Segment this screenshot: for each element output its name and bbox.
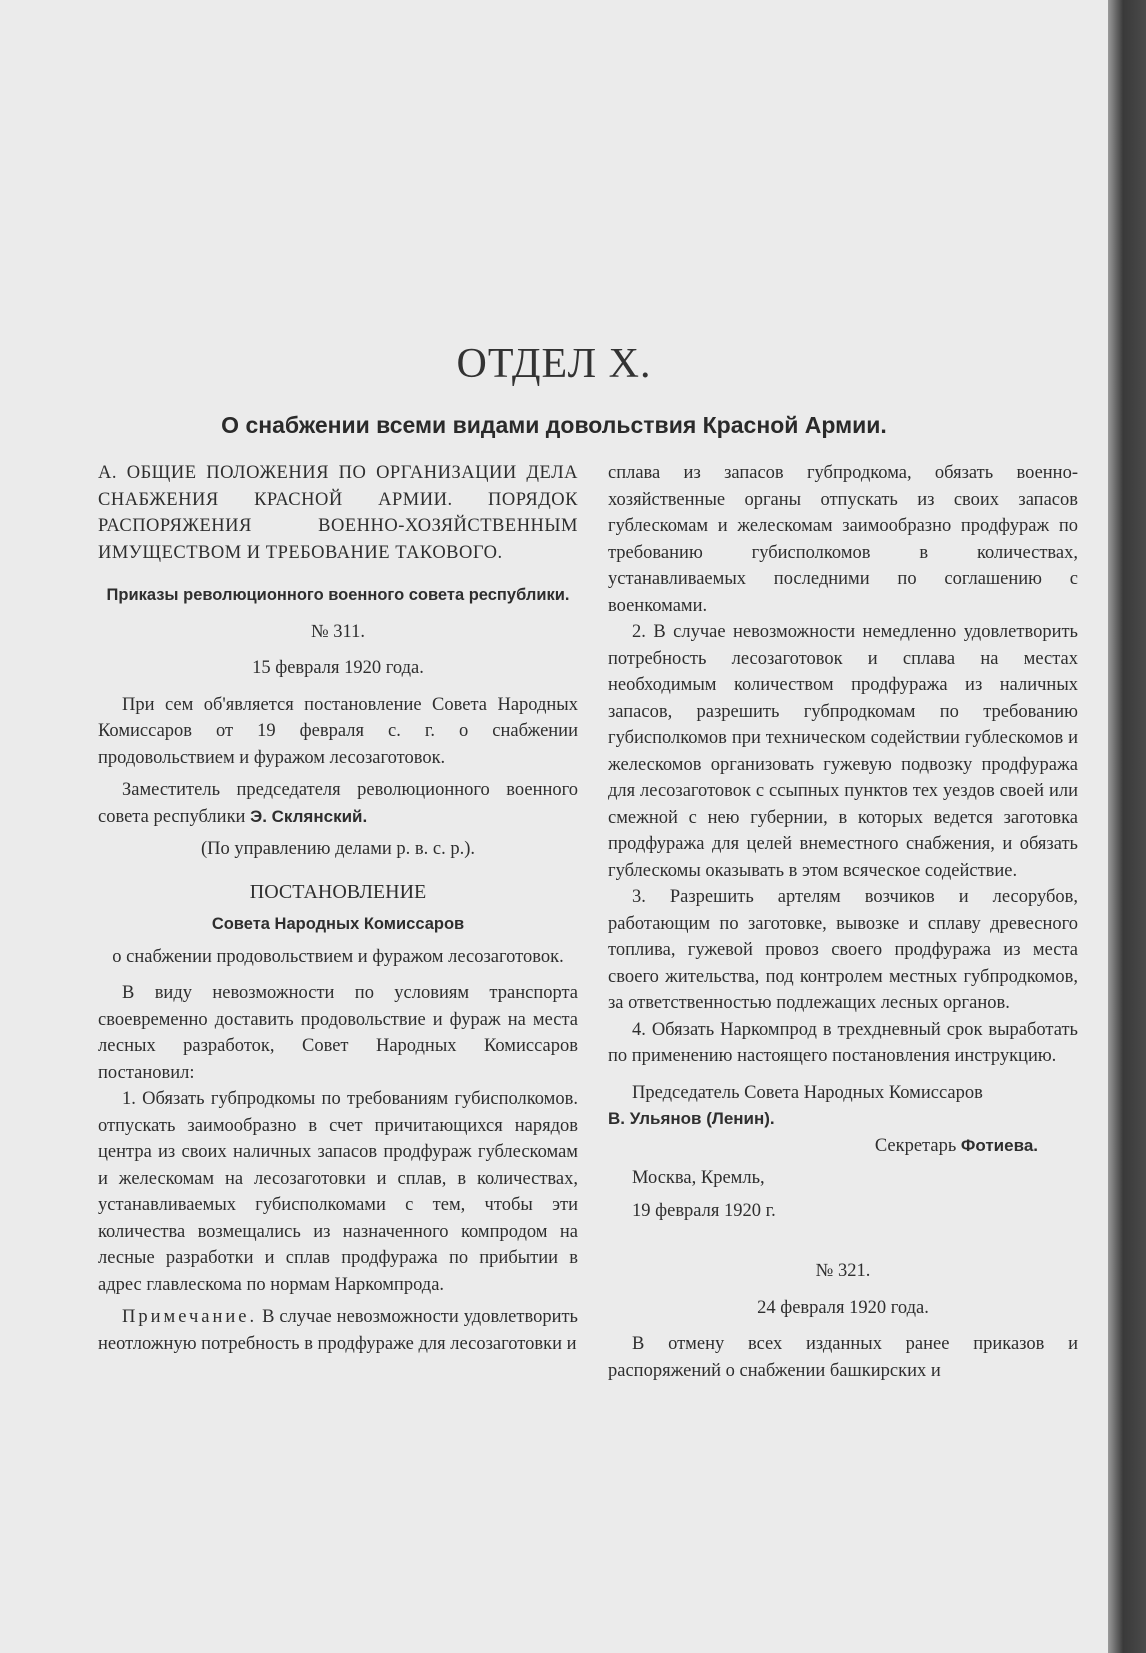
order-number: № 311.: [311, 621, 365, 642]
admin-note: (По управлению делами р. в. с. р.).: [200, 839, 476, 859]
order-text: При сем об'является постановление Совета Народных Комиссаров от 19 февраля с. г. о снабжении продовольствием и фуражом лесозаготовок.: [98, 694, 578, 768]
chairman-name-line: [608, 1106, 1078, 1133]
order2-text: В отмену всех изданных ранее приказов и распоряжений о снабжении башкирских и: [608, 1334, 1078, 1381]
item-4: 4. Обязать Наркомпрод в трехдневный срок выработать по применению настоящего постановления инструкцию.: [608, 1019, 1078, 1066]
preamble: В виду невозможности по условиям транспорта своевременно доставить продовольствие и фураж на места лесных разработок, Совет Народных Комиссаров постановил:: [98, 983, 578, 1083]
item-1: 1. Обязать губпродкомы по требованиям губисполкомов. отпускать заимообразно в счет причитающихся нарядов центра из своих наличных запасов продфураж гублескомам и желескомам на лесозаготовки и сплав, в количествах, устанавливаемых губисполкомами с тем, чтобы эти количества возмещались из назначенного компродом на лесные разработки и сплав продфуража по прибытии в адрес главлескома по нормам Наркомпрода.: [98, 1089, 578, 1295]
secretary-title: Секретарь: [874, 1135, 957, 1156]
left-column: [98, 460, 578, 1357]
order2-date: 24 февраля 1920 года.: [757, 1297, 929, 1318]
orders-heading: Приказы революционного военного совета республики.: [106, 586, 570, 604]
section-heading: ОТДЕЛ X.: [456, 341, 652, 387]
item-3: 3. Разрешить артелям возчиков и лесорубов, работающим по заготовке, вывозке и сплаву древесного топлива, гужевой провоз своего продфуража из места своего жительства, под контролем местных губпродкомов, за ответственностью подлежащих лесных органов.: [608, 887, 1078, 1013]
item-2: 2. В случае невозможности немедленно удовлетворить потребность лесозаготовок и сплава на местах необходимым количеством продфуража из наличных запасов, разрешить губпродкомам по требованию губисполкомов при техническом содействии гублескомов и желескомов организовать гужевую подвозку продфуража для лесозаготовок с ссыпных пунктов тех уездов своей или смежной с нею губернии, в которых ведется заготовка продфуража для целей внеместного снабжения, и обязать гублескомы оказывать в этом всяческое содействие.: [608, 622, 1078, 881]
order2-number: № 321.: [815, 1261, 871, 1281]
order-date: 15 февраля 1920 года.: [252, 658, 424, 678]
chairman-name: В. Ульянов (Ленин).: [608, 1109, 775, 1128]
resolution-body: Совета Народных Комиссаров: [211, 915, 465, 933]
note-text: В случае невозможности удовлетворить неотложную потребность в продфураже для лесозаготовки и: [98, 1307, 578, 1354]
page-edge-shadow: [1108, 0, 1146, 1653]
note-label: Примечание.: [122, 1307, 258, 1327]
note: [98, 1304, 578, 1357]
resolution-subject: о снабжении продовольствием и фуражом лесозаготовок.: [112, 946, 564, 967]
right-column: [608, 460, 1078, 1384]
deputy-title: Заместитель председателя революционного военного совета республики: [98, 780, 578, 827]
section-subtitle: О снабжении всеми видами довольствия Красной Армии.: [221, 412, 887, 438]
secretary-name: Фотиева.: [960, 1135, 1038, 1155]
part-heading: А. ОБЩИЕ ПОЛОЖЕНИЯ ПО ОРГАНИЗАЦИИ ДЕЛА СНАБЖЕНИЯ КРАСНОЙ АРМИИ. ПОРЯДОК РАСПОРЯЖЕНИЯ ВОЕННО-ХОЗЯЙСТВЕННЫМ ИМУЩЕСТВОМ И ТРЕБОВАНИЕ ТАКОВОГО.: [98, 463, 578, 563]
resolution-title: ПОСТАНОВЛЕНИЕ: [249, 880, 427, 903]
deputy-name: Э. Склянский.: [250, 806, 368, 826]
deputy-signature: [98, 777, 578, 830]
secretary-line: [608, 1133, 1078, 1160]
chairman-title: Председатель Совета Народных Комиссаров: [632, 1082, 983, 1103]
note-continuation: сплава из запасов губпродкома, обязать военно-хозяйственные органы отпускать из своих запасов гублескомам и желескомам заимообразно продфураж по требованию губисполкомов в количествах, устанавливаемых последними по соглашению с военкомами.: [608, 463, 1078, 616]
sign-date: 19 февраля 1920 г.: [632, 1200, 776, 1221]
place: Москва, Кремль,: [632, 1168, 765, 1188]
